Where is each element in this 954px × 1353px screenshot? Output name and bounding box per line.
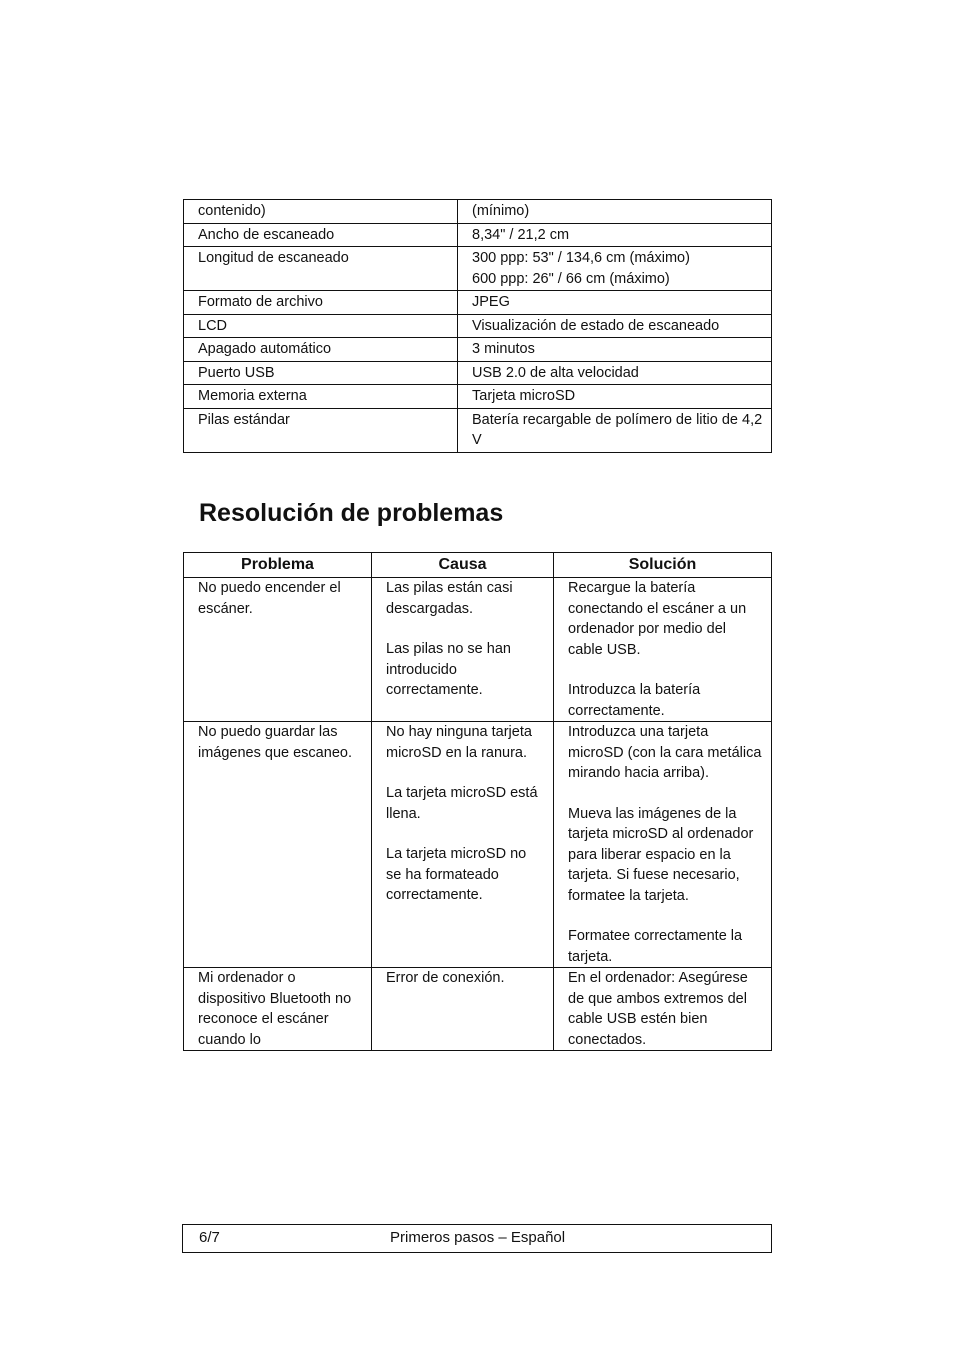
spec-value-line: 8,34" / 21,2 cm — [472, 226, 570, 243]
spec-label: Longitud de escaneado — [184, 247, 458, 291]
cause-cell — [372, 968, 554, 1051]
spacer — [568, 906, 763, 926]
spec-value — [458, 223, 772, 247]
problem-cell: No puedo encender el escáner. — [184, 578, 372, 722]
spec-value — [458, 314, 772, 338]
solution-cell — [554, 968, 772, 1051]
spec-row — [184, 223, 772, 247]
spec-label: contenido) — [184, 200, 458, 224]
footer-title: Primeros pasos – Español — [390, 1229, 566, 1246]
spec-value — [458, 200, 772, 224]
spec-row — [184, 291, 772, 315]
spec-value-line: Batería recargable de polímero de litio de 4,2 V — [472, 411, 763, 448]
spec-label: Memoria externa — [184, 385, 458, 409]
table-row — [184, 722, 772, 968]
troubleshooting-table — [183, 552, 772, 1051]
spec-row — [184, 385, 772, 409]
spec-row — [184, 200, 772, 224]
header-causa: Causa — [372, 553, 554, 578]
problem-cell: Mi ordenador o dispositivo Bluetooth no reconoce el escáner cuando lo — [184, 968, 372, 1051]
cause-text: No hay ninguna tarjeta microSD en la ranura. — [386, 724, 532, 761]
solution-text: Formatee correctamente la tarjeta. — [568, 928, 743, 965]
spacer — [568, 784, 763, 804]
table-row — [184, 578, 772, 722]
cause-text: Las pilas están casi descargadas. — [386, 580, 513, 617]
spec-value-line: 600 ppp: 26" / 66 cm (máximo) — [472, 270, 670, 287]
spec-label: Formato de archivo — [184, 291, 458, 315]
section-title: Resolución de problemas — [199, 499, 504, 527]
spec-value — [458, 247, 772, 291]
spec-label: Apagado automático — [184, 338, 458, 362]
spec-value — [458, 291, 772, 315]
solution-cell — [554, 578, 772, 722]
spec-value-line: JPEG — [472, 294, 510, 310]
spec-value-line: Visualización de estado de escaneado — [472, 317, 720, 334]
solution-text: Mueva las imágenes de la tarjeta microSD al ordenador para liberar espacio en la tarjeta. Si fuese necesario, formatee la tarjeta. — [568, 805, 754, 904]
header-problema: Problema — [184, 553, 372, 578]
spec-label: Pilas estándar — [184, 408, 458, 452]
spec-value — [458, 408, 772, 452]
spec-value-line: 3 minutos — [472, 341, 535, 357]
spacer — [568, 660, 763, 680]
spec-value — [458, 338, 772, 362]
spacer — [386, 763, 545, 783]
spec-value — [458, 385, 772, 409]
solution-text: Introduzca la batería correctamente. — [568, 682, 701, 719]
spec-value-line: 300 ppp: 53" / 134,6 cm (máximo) — [472, 250, 690, 266]
page-number: 6/7 — [199, 1229, 220, 1246]
spec-value-line: USB 2.0 de alta velocidad — [472, 364, 639, 381]
page-footer — [182, 1224, 772, 1253]
solution-text: Introduzca una tarjeta microSD (con la cara metálica mirando hacia arriba). — [568, 724, 762, 781]
spec-value-line: (mínimo) — [472, 203, 530, 219]
solution-text: En el ordenador: Asegúrese de que ambos extremos del cable USB estén bien conectados. — [568, 970, 748, 1048]
cause-text: Las pilas no se han introducido correctamente. — [386, 641, 511, 698]
spec-row — [184, 361, 772, 385]
spacer — [386, 619, 545, 639]
cause-text: Error de conexión. — [386, 970, 505, 986]
spec-row — [184, 338, 772, 362]
table-row — [184, 968, 772, 1051]
spec-label: Ancho de escaneado — [184, 223, 458, 247]
spec-row — [184, 314, 772, 338]
table-header-row — [184, 553, 772, 578]
spec-label: LCD — [184, 314, 458, 338]
spec-row — [184, 408, 772, 452]
problem-cell: No puedo guardar las imágenes que escaneo. — [184, 722, 372, 968]
spec-value — [458, 361, 772, 385]
spec-row — [184, 247, 772, 291]
spec-value-line: Tarjeta microSD — [472, 388, 576, 404]
solution-text: Recargue la batería conectando el escáner a un ordenador por medio del cable USB. — [568, 580, 747, 658]
cause-text: La tarjeta microSD no se ha formateado correctamente. — [386, 846, 527, 903]
cause-cell — [372, 722, 554, 968]
spacer — [386, 824, 545, 844]
spec-label: Puerto USB — [184, 361, 458, 385]
spec-table — [183, 199, 772, 453]
cause-text: La tarjeta microSD está llena. — [386, 785, 538, 822]
cause-cell — [372, 578, 554, 722]
header-solucion: Solución — [554, 553, 772, 578]
solution-cell — [554, 722, 772, 968]
